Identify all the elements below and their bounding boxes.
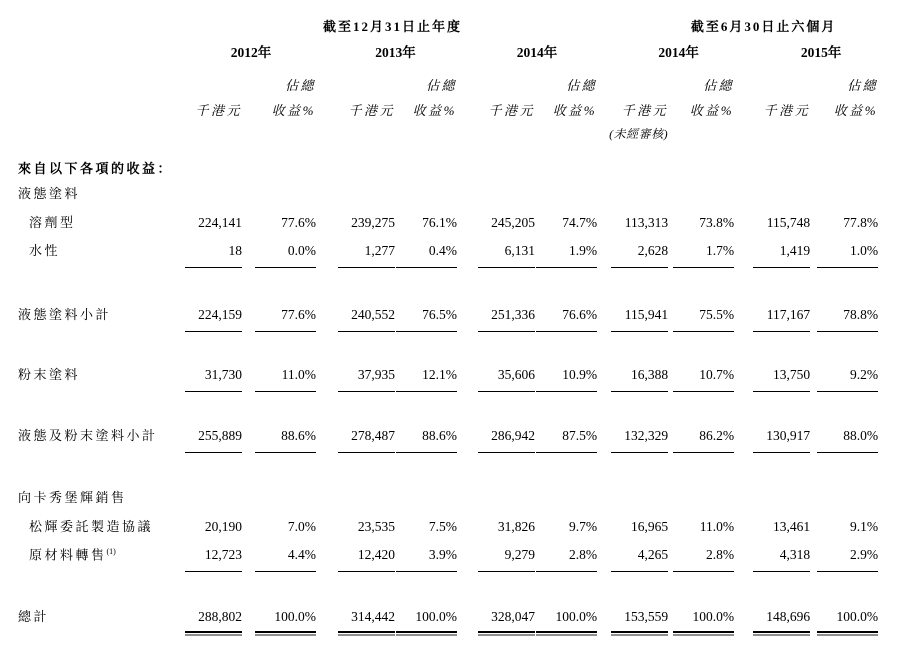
label-spacer [18,93,148,118]
percent-cell [242,505,316,534]
percent-value: 76.1% [422,215,457,230]
amount-value: 115,748 [766,215,811,230]
percent-cell [810,230,878,268]
label-spacer [18,118,148,141]
percent-value: 75.5% [673,308,734,332]
percent-cell [395,572,457,633]
table-row-liquid-powder-subtotal [18,392,878,453]
percent-value: 12.1% [396,368,457,392]
amount-cell [316,505,395,534]
amount-value: 113,313 [624,215,669,230]
amount-cell [457,534,535,572]
amount-value: 130,917 [753,429,810,453]
percent-cell [668,392,734,453]
year-header-2014-interim [597,34,734,60]
amount-cell [316,534,395,572]
annual-period-group-header [148,0,597,34]
amount-value: 1,277 [338,244,395,268]
pct-of-revenue-header-bottom: 收益% [271,103,316,118]
percent-cell [810,534,878,572]
label-spacer [18,34,148,60]
percent-value: 88.6% [255,429,316,453]
amount-value: 240,552 [338,308,395,332]
amount-cell [597,201,668,230]
amount-cell [597,534,668,572]
table-row-consignment-agreement [18,505,878,534]
percent-value: 77.6% [255,308,316,332]
amount-value: 117,167 [753,308,810,332]
percent-cell [535,201,597,230]
amount-value: 20,190 [204,519,242,534]
empty-cell [734,60,810,93]
amount-value: 13,750 [753,368,810,392]
amount-unit-header: 千港元 [621,103,669,118]
percent-cell [395,268,457,332]
amount-value: 31,730 [185,368,242,392]
table-row-water-based [18,230,878,268]
percent-cell [535,572,597,633]
amount-unit-header: 千港元 [763,103,811,118]
percent-value: 2.8% [673,548,734,572]
percent-value: 0.0% [255,244,316,268]
amount-cell [734,230,810,268]
percent-cell [668,572,734,633]
amount-value: 1,419 [753,244,810,268]
amount-cell [597,230,668,268]
empty-cell [597,60,668,93]
amount-cell [148,332,242,392]
row-label: 液態塗料 [18,186,81,201]
percent-cell [810,201,878,230]
year-header-2015-interim [734,34,878,60]
year-label: 2012年 [230,45,272,60]
empty-cell [668,118,878,141]
year-label: 2015年 [800,45,842,60]
percent-cell [810,572,878,633]
percent-cell [668,534,734,572]
percent-value: 4.4% [255,548,316,572]
percent-cell [242,201,316,230]
percent-value: 86.2% [673,429,734,453]
percent-cell [810,268,878,332]
percent-value: 100.0% [817,610,878,633]
amount-cell [148,534,242,572]
percent-cell [242,534,316,572]
percent-value: 77.6% [281,215,316,230]
amount-cell [734,201,810,230]
percent-cell [810,392,878,453]
amount-value: 286,942 [478,429,535,453]
section-heading: 來自以下各項的收益： [18,161,174,176]
table-row-total [18,572,878,633]
amount-cell [597,268,668,332]
pct-of-revenue-header-bottom: 收益% [552,103,598,118]
percent-value: 73.8% [699,215,735,230]
percent-value: 9.7% [568,519,598,534]
percent-value: 7.0% [287,519,316,534]
percent-value: 1.0% [817,244,878,268]
percent-cell [242,230,316,268]
amount-cell [457,268,535,332]
amount-cell [734,505,810,534]
pct-of-revenue-header-bottom: 收益% [689,103,735,118]
empty-cell [148,176,878,201]
pct-of-revenue-header-top: 佔總 [847,78,879,93]
amount-cell [734,534,810,572]
amount-value: 9,279 [478,548,535,572]
percent-cell [395,534,457,572]
header-row-units [18,93,878,118]
amount-cell [316,572,395,633]
amount-value: 16,965 [630,519,669,534]
amount-value: 12,420 [338,548,395,572]
amount-value: 255,889 [185,429,242,453]
label-spacer [18,0,148,34]
percent-value: 3.9% [396,548,457,572]
amount-cell [734,332,810,392]
amount-cell [316,332,395,392]
percent-value: 100.0% [536,610,597,633]
percent-value: 76.5% [396,308,457,332]
amount-value: 4,318 [753,548,810,572]
amount-value: 239,275 [351,215,395,230]
amount-cell [148,268,242,332]
percent-value: 10.9% [536,368,597,392]
revenue-breakdown-table [18,0,878,633]
percent-value: 76.6% [536,308,597,332]
percent-value: 100.0% [673,610,734,633]
row-label-text: 原材料轉售 [29,547,107,562]
empty-cell [148,60,242,93]
interim-period-group-label: 截至6月30日止六個月 [690,19,837,34]
amount-cell [457,332,535,392]
amount-value: 37,935 [338,368,395,392]
percent-value: 11.0% [699,519,735,534]
empty-cell [316,60,395,93]
amount-value: 115,941 [611,308,668,332]
percent-cell [810,505,878,534]
percent-cell [242,268,316,332]
row-label: 總計 [18,609,50,624]
amount-cell [457,201,535,230]
amount-value: 35,606 [478,368,535,392]
pct-of-revenue-header-top: 佔總 [284,78,316,93]
percent-value: 2.8% [536,548,597,572]
amount-value: 153,559 [611,610,668,633]
amount-cell [457,392,535,453]
amount-cell [734,572,810,633]
amount-value: 4,265 [611,548,668,572]
table-row-sales-to-kabb-group [18,453,878,505]
amount-cell [734,268,810,332]
amount-value: 328,047 [478,610,535,633]
row-label: 松輝委託製造協議 [29,519,154,534]
percent-cell [395,505,457,534]
amount-cell [597,572,668,633]
percent-cell [242,392,316,453]
table-row-solvent-based [18,201,878,230]
header-row-period-groups [18,0,878,34]
empty-cell [148,118,597,141]
table-row-raw-material-resale [18,534,878,572]
amount-cell [734,392,810,453]
percent-value: 10.7% [673,368,734,392]
percent-cell [535,332,597,392]
year-header-2012 [148,34,316,60]
amount-value: 251,336 [478,308,535,332]
percent-cell [535,268,597,332]
row-label: 粉末塗料 [18,367,81,382]
percent-cell [242,572,316,633]
amount-cell [597,505,668,534]
amount-value: 224,141 [198,215,242,230]
amount-cell [457,572,535,633]
percent-value: 9.2% [817,368,878,392]
percent-cell [535,392,597,453]
amount-cell [316,230,395,268]
percent-value: 100.0% [255,610,316,633]
year-label: 2014年 [658,45,699,60]
amount-value: 2,628 [611,244,668,268]
amount-cell [148,392,242,453]
percent-cell [242,332,316,392]
percent-value: 11.0% [255,368,316,392]
percent-cell [395,201,457,230]
percent-value: 77.8% [843,215,879,230]
percent-cell [535,230,597,268]
row-label: 液態塗料小計 [18,307,112,322]
amount-cell [148,201,242,230]
amount-cell [316,392,395,453]
percent-value: 0.4% [396,244,457,268]
pct-of-revenue-header-bottom: 收益% [833,103,879,118]
percent-cell [395,332,457,392]
amount-cell [597,392,668,453]
amount-cell [316,268,395,332]
header-row-unaudited [18,118,878,141]
pct-of-revenue-header-bottom: 收益% [412,103,457,118]
percent-cell [668,230,734,268]
percent-value: 78.8% [817,308,878,332]
amount-value: 31,826 [497,519,535,534]
pct-of-revenue-header-top: 佔總 [425,78,457,93]
header-row-years [18,34,878,60]
amount-value: 13,461 [772,519,811,534]
amount-cell [148,505,242,534]
section-heading-row [18,141,878,176]
amount-value: 224,159 [185,308,242,332]
year-label: 2014年 [516,45,558,60]
row-label: 液態及粉末塗料小計 [18,428,158,443]
table-row-powder-coatings [18,332,878,392]
annual-period-group-label: 截至12月31日止年度 [323,19,463,34]
amount-value: 148,696 [753,610,810,633]
percent-cell [668,332,734,392]
amount-cell [457,505,535,534]
percent-cell [810,332,878,392]
amount-value: 278,487 [338,429,395,453]
percent-value: 100.0% [396,610,457,633]
year-label: 2013年 [375,45,416,60]
row-label: 水性 [29,243,61,258]
percent-value: 7.5% [428,519,457,534]
amount-value: 23,535 [357,519,395,534]
amount-cell [457,230,535,268]
percent-value: 2.9% [817,548,878,572]
percent-cell [395,230,457,268]
percent-cell [535,505,597,534]
label-spacer [18,60,148,93]
row-label: 向卡秀堡輝銷售 [18,490,127,505]
percent-cell [668,201,734,230]
amount-value: 6,131 [478,244,535,268]
pct-of-revenue-header-top: 佔總 [566,78,598,93]
row-label: 溶劑型 [29,215,76,230]
percent-value: 74.7% [562,215,598,230]
percent-value: 9.1% [849,519,879,534]
year-header-2013 [316,34,457,60]
percent-cell [668,268,734,332]
percent-value: 1.7% [673,244,734,268]
percent-cell [668,505,734,534]
amount-cell [316,201,395,230]
table-row-liquid-coatings-group [18,176,878,201]
amount-value: 314,442 [338,610,395,633]
amount-value: 245,205 [491,215,535,230]
percent-value: 88.0% [817,429,878,453]
year-header-2014 [457,34,597,60]
percent-value: 87.5% [536,429,597,453]
amount-cell [148,572,242,633]
percent-cell [395,392,457,453]
percent-cell [535,534,597,572]
amount-value: 16,388 [611,368,668,392]
amount-unit-header: 千港元 [488,103,535,118]
amount-value: 18 [185,244,242,268]
footnote-marker: (1) [106,546,116,556]
row-label [18,534,148,572]
amount-cell [597,332,668,392]
percent-value: 1.9% [536,244,597,268]
percent-value: 88.6% [396,429,457,453]
pct-of-revenue-header-top: 佔總 [703,78,735,93]
interim-period-group-header [597,0,878,34]
amount-cell [148,230,242,268]
unaudited-note: (未經審核) [609,127,669,141]
header-row-pct-top [18,60,878,93]
table-row-liquid-subtotal [18,268,878,332]
amount-value: 132,329 [611,429,668,453]
amount-value: 12,723 [185,548,242,572]
amount-unit-header: 千港元 [348,103,395,118]
amount-unit-header: 千港元 [195,103,242,118]
empty-cell [457,60,535,93]
amount-value: 288,802 [185,610,242,633]
